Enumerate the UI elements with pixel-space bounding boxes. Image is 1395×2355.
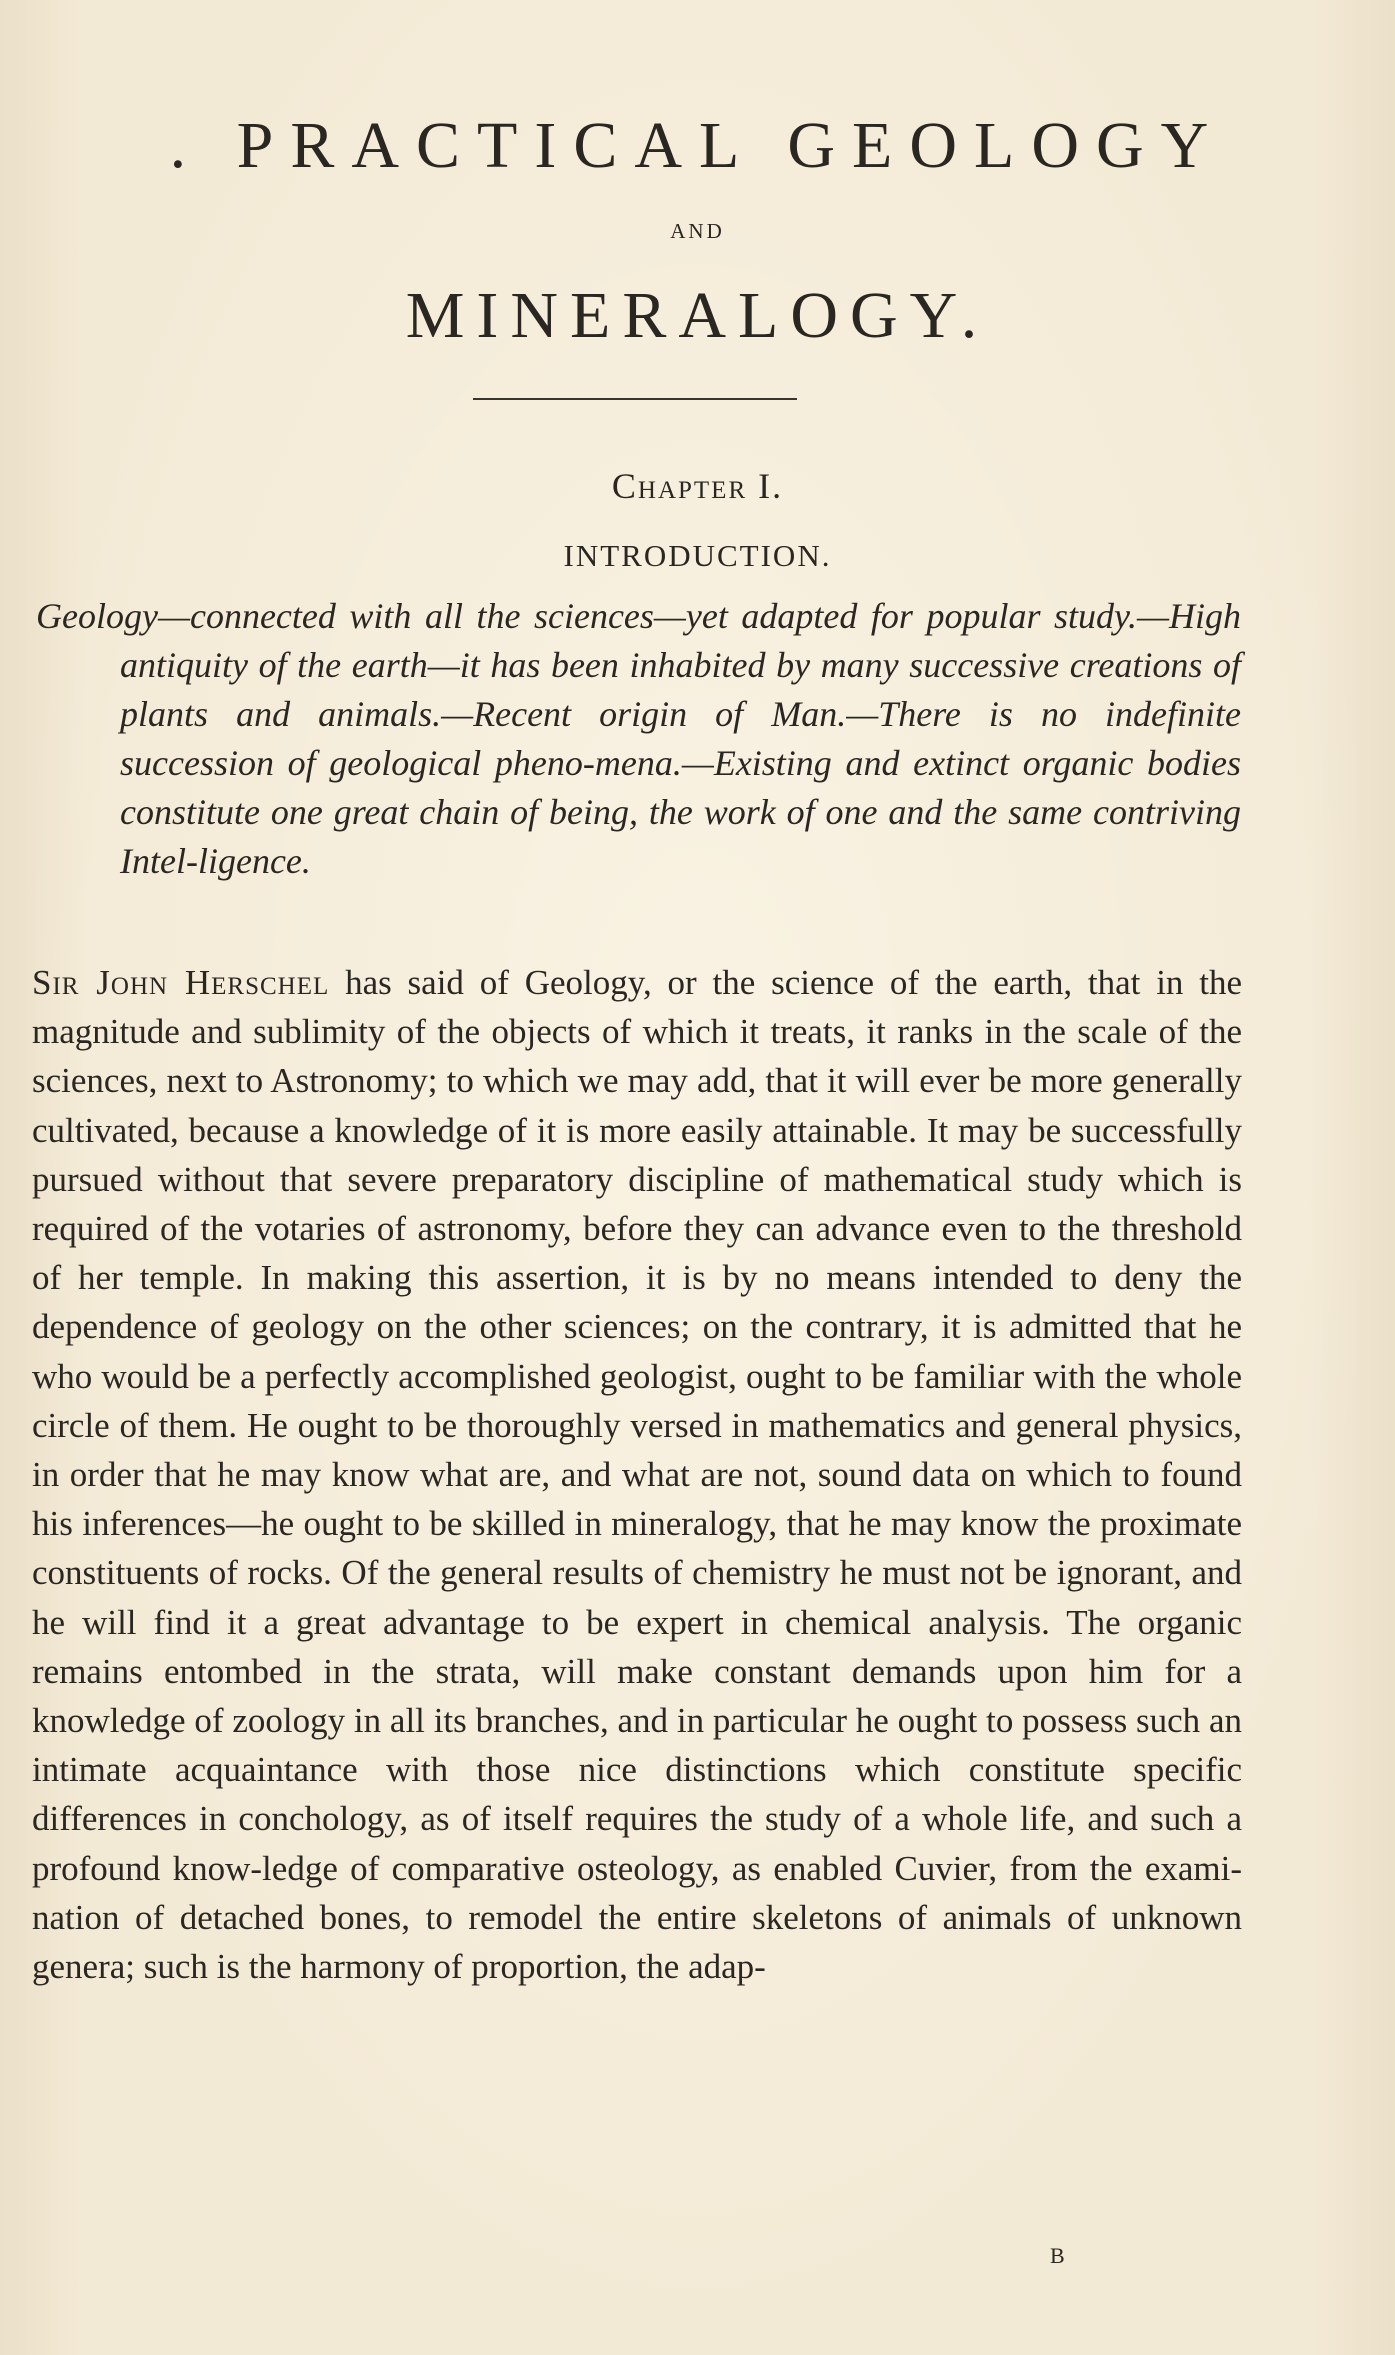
section-heading: INTRODUCTION. (563, 538, 832, 573)
body-lead-name: Sir John Herschel (32, 963, 330, 1002)
chapter-summary: Geology—connected with all the sciences—yet adapted for popular study.—High antiquity of the earth—it has been inhabited by many successive creations of plants and animals.—Recent origin of Man.—There is no indefinite succession of geological pheno-mena.—Existing and extinct organic bodies constitute one great chain of being, the work of one and the same contriving Intel-ligence. (36, 596, 1241, 881)
book-subtitle: MINERALOGY. (405, 279, 990, 352)
signature-mark: B (1050, 2243, 1067, 2268)
title-divider-rule (473, 398, 797, 400)
body-paragraph (32, 958, 1242, 1991)
body-paragraph-text: has said of Geology, or the science of the earth, that in the magnitude and sublimity of the objects of which it treats, it ranks in the scale of the sciences, next to Astronomy; to which we may add, that it will ever be more generally cultivated, because a knowledge of it is more easily attainable. It may be successfully pursued without that severe preparatory discipline of mathematical study which is required of the votaries of astronomy, before they can advance even to the threshold of her temple. In making this assertion, it is by no means intended to deny the dependence of geology on the other sciences; on the contrary, it is admitted that he who would be a perfectly accomplished geologist, ought to be familiar with the whole circle of them. He ought to be thoroughly versed in mathematics and general physics, in order that he may know what are, and what are not, sound data on which to found his inferences—he ought to be skilled in mineralogy, that he may know the proximate constituents of rocks. Of the general results of chemistry he must not be ignorant, and he will find it a great advantage to be expert in chemical analysis. The organic remains entombed in the strata, will make constant demands upon him for a knowledge of zoology in all its branches, and in particular he ought to possess such an intimate acquaintance with those nice distinctions which constitute specific differences in conchology, as of itself requires the study of a whole life, and such a profound know-ledge of comparative osteology, as enabled Cuvier, from the exami-nation of detached bones, to remodel the entire skeletons of animals of unknown genera; such is the harmony of proportion, the adap- (32, 963, 1242, 1987)
chapter-heading: Chapter I. (611, 466, 784, 506)
title-conjunction: AND (670, 219, 725, 243)
book-title: . PRACTICAL GEOLOGY (169, 109, 1226, 182)
